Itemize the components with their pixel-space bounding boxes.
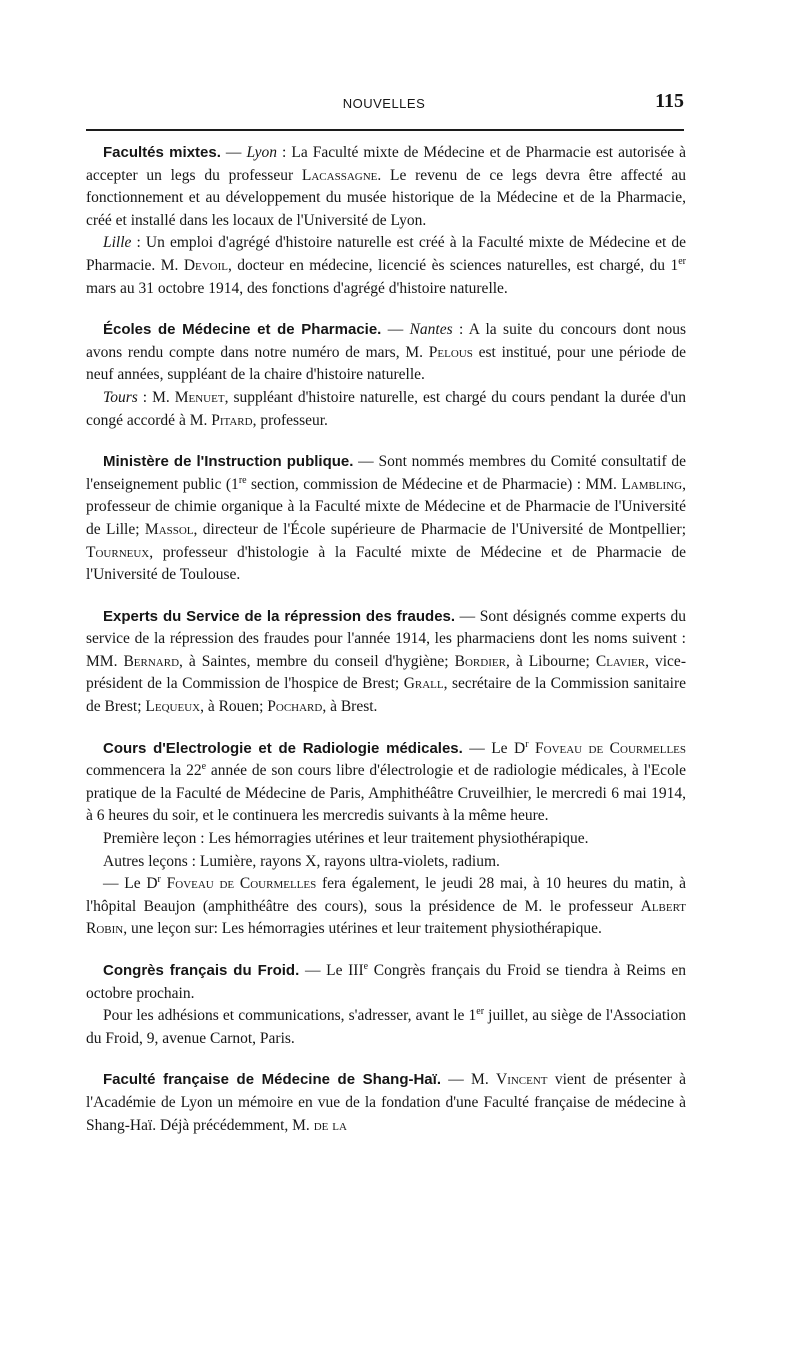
text-run: : A la suite du concours dont nous avons rendu compte dans notre numéro de mars, M. xyxy=(86,321,687,361)
news-paragraph xyxy=(86,873,686,941)
text-run: Congrès français du Froid se tiendra à Reims en octobre prochain. xyxy=(86,962,686,1002)
news-paragraph xyxy=(86,319,686,387)
news-paragraph xyxy=(86,1069,686,1137)
text-run: , à Brest. xyxy=(322,698,378,716)
section-heading: Facultés mixtes. xyxy=(103,144,221,161)
text-run: , à Libourne; xyxy=(505,652,596,670)
person-name: Clavier xyxy=(595,652,646,670)
person-name: Lequeux xyxy=(145,698,201,716)
text-run: : La Faculté mixte de Médecine et de Pharmacie est autorisée à accepter un legs du professeur xyxy=(86,144,687,184)
text-run: , secrétaire de la Commission sanitaire de Brest; xyxy=(86,675,687,716)
news-paragraph xyxy=(86,451,686,587)
running-title: NOUVELLES xyxy=(342,96,426,111)
person-name: Bernard xyxy=(123,652,180,670)
header-rule xyxy=(86,129,684,131)
text-run: — Le D xyxy=(462,739,526,757)
superscript: e xyxy=(201,761,207,773)
superscript: r xyxy=(157,874,161,886)
person-name: de la xyxy=(313,1116,347,1134)
text-run: Première leçon : Les hémorragies utérines et leur traitement physiothérapique. xyxy=(103,830,589,848)
news-paragraph xyxy=(86,828,686,851)
news-section xyxy=(86,738,686,941)
news-paragraph xyxy=(86,851,686,874)
section-heading: Experts du Service de la répression des fraudes. xyxy=(103,607,456,625)
text-run: vient de présenter à l'Académie de Lyon un mémoire en vue de la fondation d'une Faculté française de médecine à Shang-Haï. Déjà précédemment, M. xyxy=(86,1071,686,1134)
person-name: Pochard xyxy=(267,698,323,716)
news-paragraph xyxy=(86,387,686,432)
superscript: er xyxy=(476,1006,485,1018)
superscript: e xyxy=(363,960,369,972)
text-run: . Le revenu de ce legs devra être affecté au fonctionnement et au développement du musée historique de la Médecine et de la Pharmacie, créé et installé dans les locaux de l'Université de Lyon. xyxy=(86,166,686,229)
text-run: Pour les adhésions et communications, s'adresser, avant le 1 xyxy=(103,1007,477,1025)
news-paragraph xyxy=(86,606,686,719)
text-run: : M. xyxy=(137,388,175,406)
text-run: — Sont désignés comme experts du service de la répression des fraudes pour l'année 1914, les pharmaciens dont les noms suivent : MM. xyxy=(86,607,686,670)
text-run: , professeur de chimie organique à la Faculté mixte de Médecine et de Pharmacie de l'Université de Lille; xyxy=(86,475,686,538)
section-heading: Congrès français du Froid. xyxy=(103,962,300,979)
text-run: — Le D xyxy=(103,875,158,893)
section-heading: Cours d'Electrologie et de Radiologie médicales. xyxy=(103,739,463,757)
person-name: Foveau de Courmelles xyxy=(166,875,317,893)
section-heading: Écoles de Médecine et de Pharmacie. xyxy=(103,321,382,339)
text-run: Autres leçons : Lumière, rayons X, rayons ultra-violets, radium. xyxy=(103,852,500,870)
person-name: Massol xyxy=(144,520,194,538)
news-paragraph xyxy=(86,738,686,828)
text-run: année de son cours libre d'électrologie et de radiologie médicales, à l'Ecole pratique de la Faculté de Médecine de Paris, Amphithéâtre Cruveilhier, le mercredi 6 mai 1914, à 6 heures du soir, et le continuera les mercredis suivants à la même heure. xyxy=(86,762,687,825)
text-run: , professeur d'histologie à la Faculté mixte de Médecine et de Pharmacie de l'Université de Toulouse. xyxy=(86,543,686,584)
text-run: , professeur. xyxy=(252,411,328,429)
text-run: fera également, le jeudi 28 mai, à 10 heures du matin, à l'hôpital Beaujon (amphithéâtre des cours), sous la présidence de M. le professeur xyxy=(86,875,686,915)
text-run: , à Saintes, membre du conseil d'hygiène; xyxy=(179,652,455,670)
place-name: Lyon xyxy=(246,144,278,161)
person-name: Lacassagne xyxy=(301,166,378,184)
news-section xyxy=(86,960,686,1050)
text-run: , docteur en médecine, licencié ès sciences naturelles, est chargé, du 1 xyxy=(228,256,679,274)
superscript: er xyxy=(678,255,686,267)
text-run: , suppléant d'histoire naturelle, est chargé du cours pendant la durée d'un congé accordé à M. xyxy=(86,388,686,429)
news-section xyxy=(86,606,686,719)
place-name: Nantes xyxy=(409,321,453,339)
superscript: re xyxy=(238,474,247,486)
news-paragraph xyxy=(86,232,686,300)
text-run: , à Rouen; xyxy=(200,698,268,716)
news-body xyxy=(86,142,686,1156)
superscript: r xyxy=(525,738,529,750)
news-paragraph xyxy=(86,960,686,1005)
section-heading: Faculté française de Médecine de Shang-Haï. xyxy=(103,1071,441,1089)
news-paragraph xyxy=(86,142,686,232)
person-name: Tourneux xyxy=(86,543,150,561)
text-run: juillet, au siège de l'Association du Froid, 9, avenue Carnot, Paris. xyxy=(86,1007,686,1047)
news-section xyxy=(86,142,686,300)
text-run: , vice-président de la Commission de l'hospice de Brest; xyxy=(86,652,686,693)
news-paragraph xyxy=(86,1005,686,1050)
person-name: Pelous xyxy=(428,343,473,361)
person-name: Devoil xyxy=(183,256,228,274)
person-name: Bordier xyxy=(454,652,506,670)
page-number: 115 xyxy=(655,90,684,112)
person-name: Menuet xyxy=(174,388,225,406)
person-name: Pitard xyxy=(211,411,253,429)
person-name: Albert Robin xyxy=(86,897,686,938)
text-run: — xyxy=(381,321,410,339)
person-name: Foveau de Courmelles xyxy=(535,739,687,757)
person-name: Vincent xyxy=(496,1071,548,1089)
section-heading: Ministère de l'Instruction publique. xyxy=(103,453,354,471)
person-name: Grall xyxy=(403,675,444,693)
text-run: , directeur de l'École supérieure de Pharmacie de l'Université de Montpellier; xyxy=(193,520,686,538)
text-run: — xyxy=(220,144,247,161)
place-name: Tours xyxy=(103,388,138,406)
text-run: , une leçon sur: Les hémorragies utérines et leur traitement physiothérapique. xyxy=(123,920,602,938)
text-run: : Un emploi d'agrégé d'histoire naturelle est créé à la Faculté mixte de Médecine et de Pharmacie. M. xyxy=(86,234,686,274)
text-run: — Sont nommés membres du Comité consultatif de l'enseignement public (1 xyxy=(86,453,686,493)
news-section xyxy=(86,319,686,432)
text-run: commencera la 22 xyxy=(86,762,202,780)
text-run: mars au 31 octobre 1914, des fonctions d'agrégé d'histoire naturelle. xyxy=(86,279,508,297)
text-run: section, commission de Médecine et de Pharmacie) : MM. xyxy=(246,475,622,493)
place-name: Lille xyxy=(103,234,132,252)
page-header xyxy=(84,90,684,122)
text-run: est institué, pour une période de neuf années, suppléant de la chaire d'histoire naturelle. xyxy=(86,343,686,384)
text-run: — Le III xyxy=(299,962,364,979)
news-section xyxy=(86,1069,686,1137)
news-section xyxy=(86,451,686,587)
text-run: — M. xyxy=(440,1071,496,1089)
person-name: Lambling xyxy=(621,475,683,493)
